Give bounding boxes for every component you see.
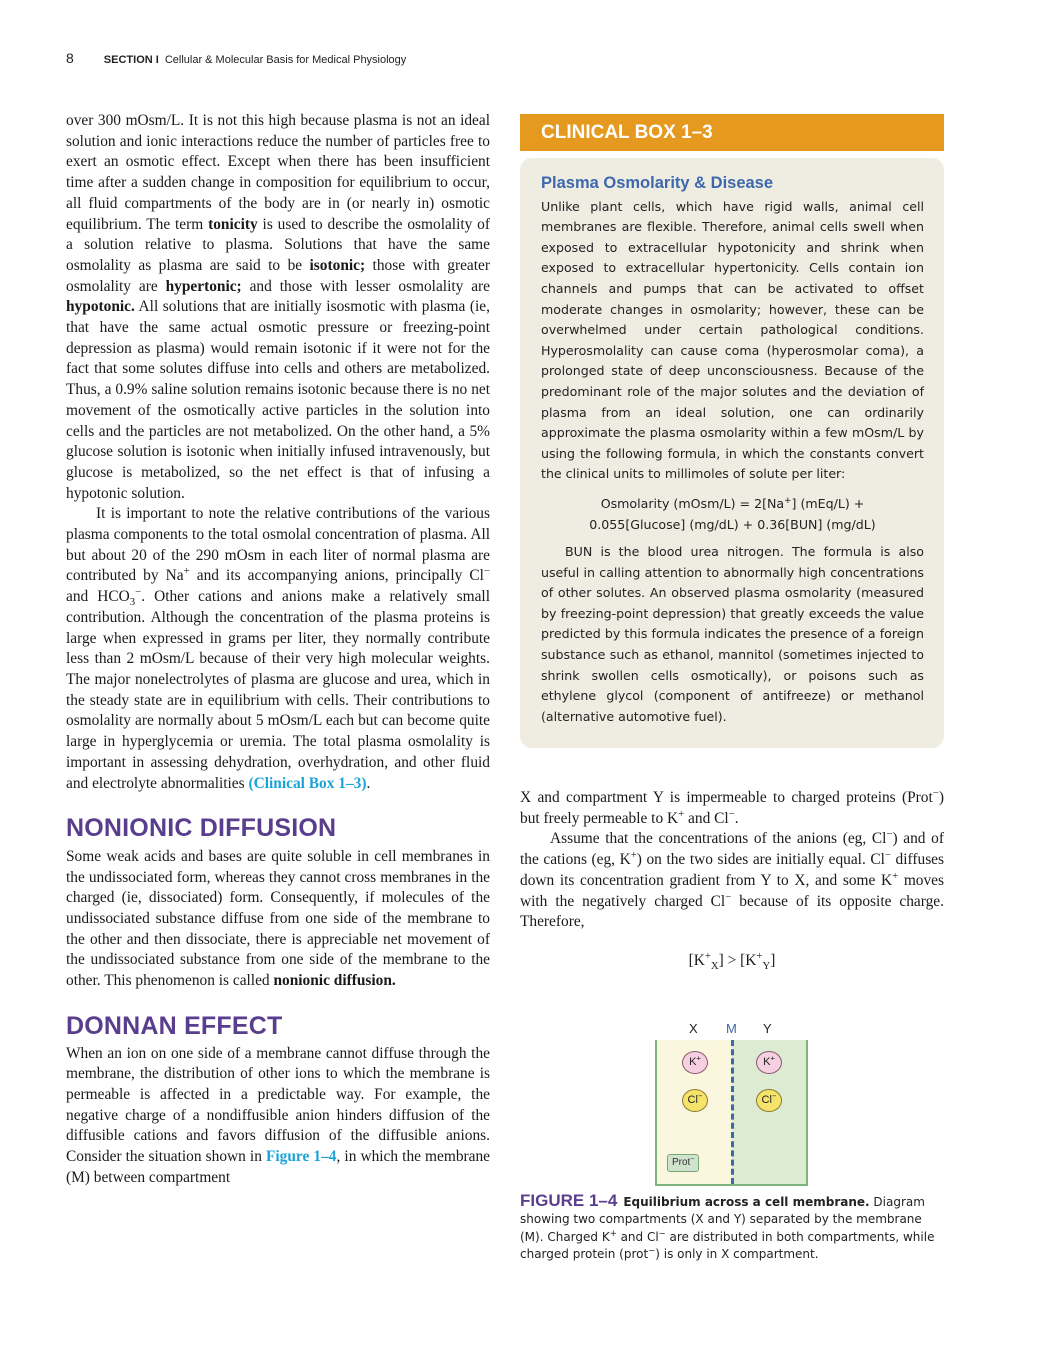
right-column	[520, 788, 944, 972]
figure-link[interactable]: Figure 1–4	[265, 1148, 337, 1166]
clinical-box	[520, 158, 944, 748]
ion-k-y: K+	[756, 1051, 782, 1074]
ion-k-x: K+	[682, 1051, 708, 1074]
paragraph-nonionic-diffusion: Some weak acids and bases are quite soluble in cell membranes in the undissociated form, whereas they cannot cross membranes in the charged (ie, dissociated) form. Consequently, if molecules of the undissociated substance diffuse from one side of the membrane to the other and then dissociate, there is appreciable net movement of the undissociated substance from one side of the membrane to the other. This phenomenon is called nonionic diffusion.	[66, 847, 490, 990]
osmolarity-formula: Osmolarity (mOsm/L) = 2[Na+] (mEq/L) + 0.055[Glucose] (mg/dL) + 0.36[BUN] (mg/dL)	[589, 495, 876, 532]
label-m: M	[726, 1021, 737, 1036]
left-column	[66, 111, 490, 1188]
label-y: Y	[763, 1021, 772, 1036]
figure-membrane-diagram	[652, 1020, 812, 1185]
label-x: X	[689, 1021, 698, 1036]
page-number: 8	[66, 50, 74, 66]
running-head	[66, 50, 406, 66]
clinical-box-title: Plasma Osmolarity & Disease	[541, 174, 774, 192]
term-isotonic: isotonic;	[309, 256, 366, 274]
clinical-box-link[interactable]: (Clinical Box 1–3)	[248, 774, 367, 792]
clinical-box-paragraph-2: BUN is the blood urea nitrogen. The formula is also useful in calling attention to abnormally high concentrations of other solutes. An observed plasma osmolarity (measured by freezing-point depression) that greatly exceeds the value predicted by this formula indicates the presence of a foreign substance such as ethanol, mannitol (sometimes injected to shrink swollen cells osmotically), or poisons such as ethylene glycol (component of antifreeze) or methanol (alternative automotive fuel).	[541, 544, 924, 724]
heading-donnan-effect: DONNAN EFFECT	[66, 1011, 283, 1040]
paragraph-donnan-effect: When an ion on one side of a membrane cannot diffuse through the membrane, the distribution of other ions to which the membrane is permeable is affected in a predictable way. For example, the negative charge of a nondiffusible anion hinders diffusion of the diffusible cations and favors diffusion of the diffusible anions. Consider the situation shown in Figure 1–4, in which the membrane (M) between compartment	[66, 1044, 491, 1186]
term-tonicity: tonicity	[208, 215, 258, 233]
membrane-line	[731, 1040, 734, 1184]
paragraph-plasma-components: It is important to note the relative contributions of the various plasma components to the total osmolal concentration of plasma. All but about 20 of the 290 mOsm in each liter of normal plasma are contributed by Na+ and its accompanying anions, principally Cl− and $HCO_3^-$. Other cations and anions make a relatively small contribution. Although the concentration of the plasma proteins is large when expressed in grams per liter, they normally contribute less than 2 mOsm/L because of their very high molecular weights. The major nonelectrolytes of plasma are glucose and urea, which in the steady state are in equilibrium with cells. Their contributions to osmolality are normally about 5 mOsm/L each but can become quite large in hyperglycemia or uremia. The total plasma osmolality is important in assessing dehydration, overhydration, and other fluid and electrolyte abnormalities (Clinical Box 1–3).	[66, 505, 490, 792]
section-title: Cellular & Molecular Basis for Medical Physiology	[164, 54, 407, 66]
figure-number: FIGURE 1–4	[520, 1191, 618, 1210]
term-nonionic-diffusion: nonionic diffusion.	[273, 972, 396, 990]
term-hypotonic: hypotonic.	[66, 298, 135, 316]
clinical-box-label: CLINICAL BOX 1–3	[520, 114, 944, 151]
paragraph-tonicity: over 300 mOsm/L. It is not this high because plasma is not an ideal solution and ionic interactions reduce the number of particles free to exert an osmotic effect. Except when there has been insufficient time after a sudden change in composition for equilibrium to occur, all fluid compartments of the body are in (or nearly in) osmotic equilibrium. The term tonicity is used to describe the osmolality of a solution relative to plasma. Solutions that have the same osmolality as plasma are said to be isotonic; those with greater osmolality are hypertonic; and those with lesser osmolality are hypotonic. All solutions that are initially isosmotic with plasma (ie, that have the same actual osmotic pressure or freezing-point depression as plasma) would remain isotonic if it were not for the fact that some solutes diffuse into cells and others are metabolized. Thus, a 0.9% saline solution remains isotonic because there is no net movement of the osmotically active particles in the solution into cells and the particles are not metabolized. On the other hand, a 5% glucose solution is isotonic when initially infused intravenously, but glucose is metabolized, so the net effect is that of infusing a hypotonic solution.	[66, 112, 491, 502]
paragraph-compartments: X and compartment Y is impermeable to charged proteins (Prot−) but freely permeable to K+ and Cl−.	[520, 786, 944, 827]
protein-label: Prot−	[667, 1154, 699, 1172]
term-hypertonic: hypertonic;	[165, 277, 242, 295]
section-label: SECTION I	[103, 54, 159, 66]
figure-caption: FIGURE 1–4 Equilibrium across a cell membrane. Diagram showing two compartments (X and Y) separated by the membrane (M). Charged K+ and Cl− are distributed in both compartments, while charged protein (prot−) is only in X compartment.	[520, 1191, 935, 1262]
ion-cl-x: Cl−	[682, 1089, 708, 1112]
paragraph-assume: Assume that the concentrations of the anions (eg, Cl−) and of the cations (eg, K+) on the two sides are initially equal. Cl− diffuses down its concentration gradient from Y to X, and some K+ moves with the negatively charged Cl− because of its opposite charge. Therefore,	[520, 828, 945, 931]
figure-title: Equilibrium across a cell membrane.	[623, 1195, 870, 1209]
ion-cl-y: Cl−	[756, 1089, 782, 1112]
equilibrium-equation: $[K^+_X] > [K^+_Y]$	[688, 949, 776, 972]
heading-nonionic-diffusion: NONIONIC DIFFUSION	[66, 814, 337, 843]
clinical-box-paragraph-1: Unlike plant cells, which have rigid walls, animal cell membranes are flexible. Therefore, animal cells swell when exposed to extracellular hypotonicity and shrink when exposed to extracellular hypertonicity. Cells contain ion channels and pumps that can be activated to offset moderate changes in osmolarity; however, these can be overwhelmed under certain pathological conditions. Hyperosmolality can cause coma (hyperosmolar coma), a prolonged state of deep unconsciousness. Because of the predominant role of the major solutes and the deviation of plasma from an ideal solution, one can ordinarily approximate the plasma osmolarity within a few mOsm/L by using the following formula, in which the constants convert the clinical units to millimoles of solute per liter:	[541, 198, 924, 482]
